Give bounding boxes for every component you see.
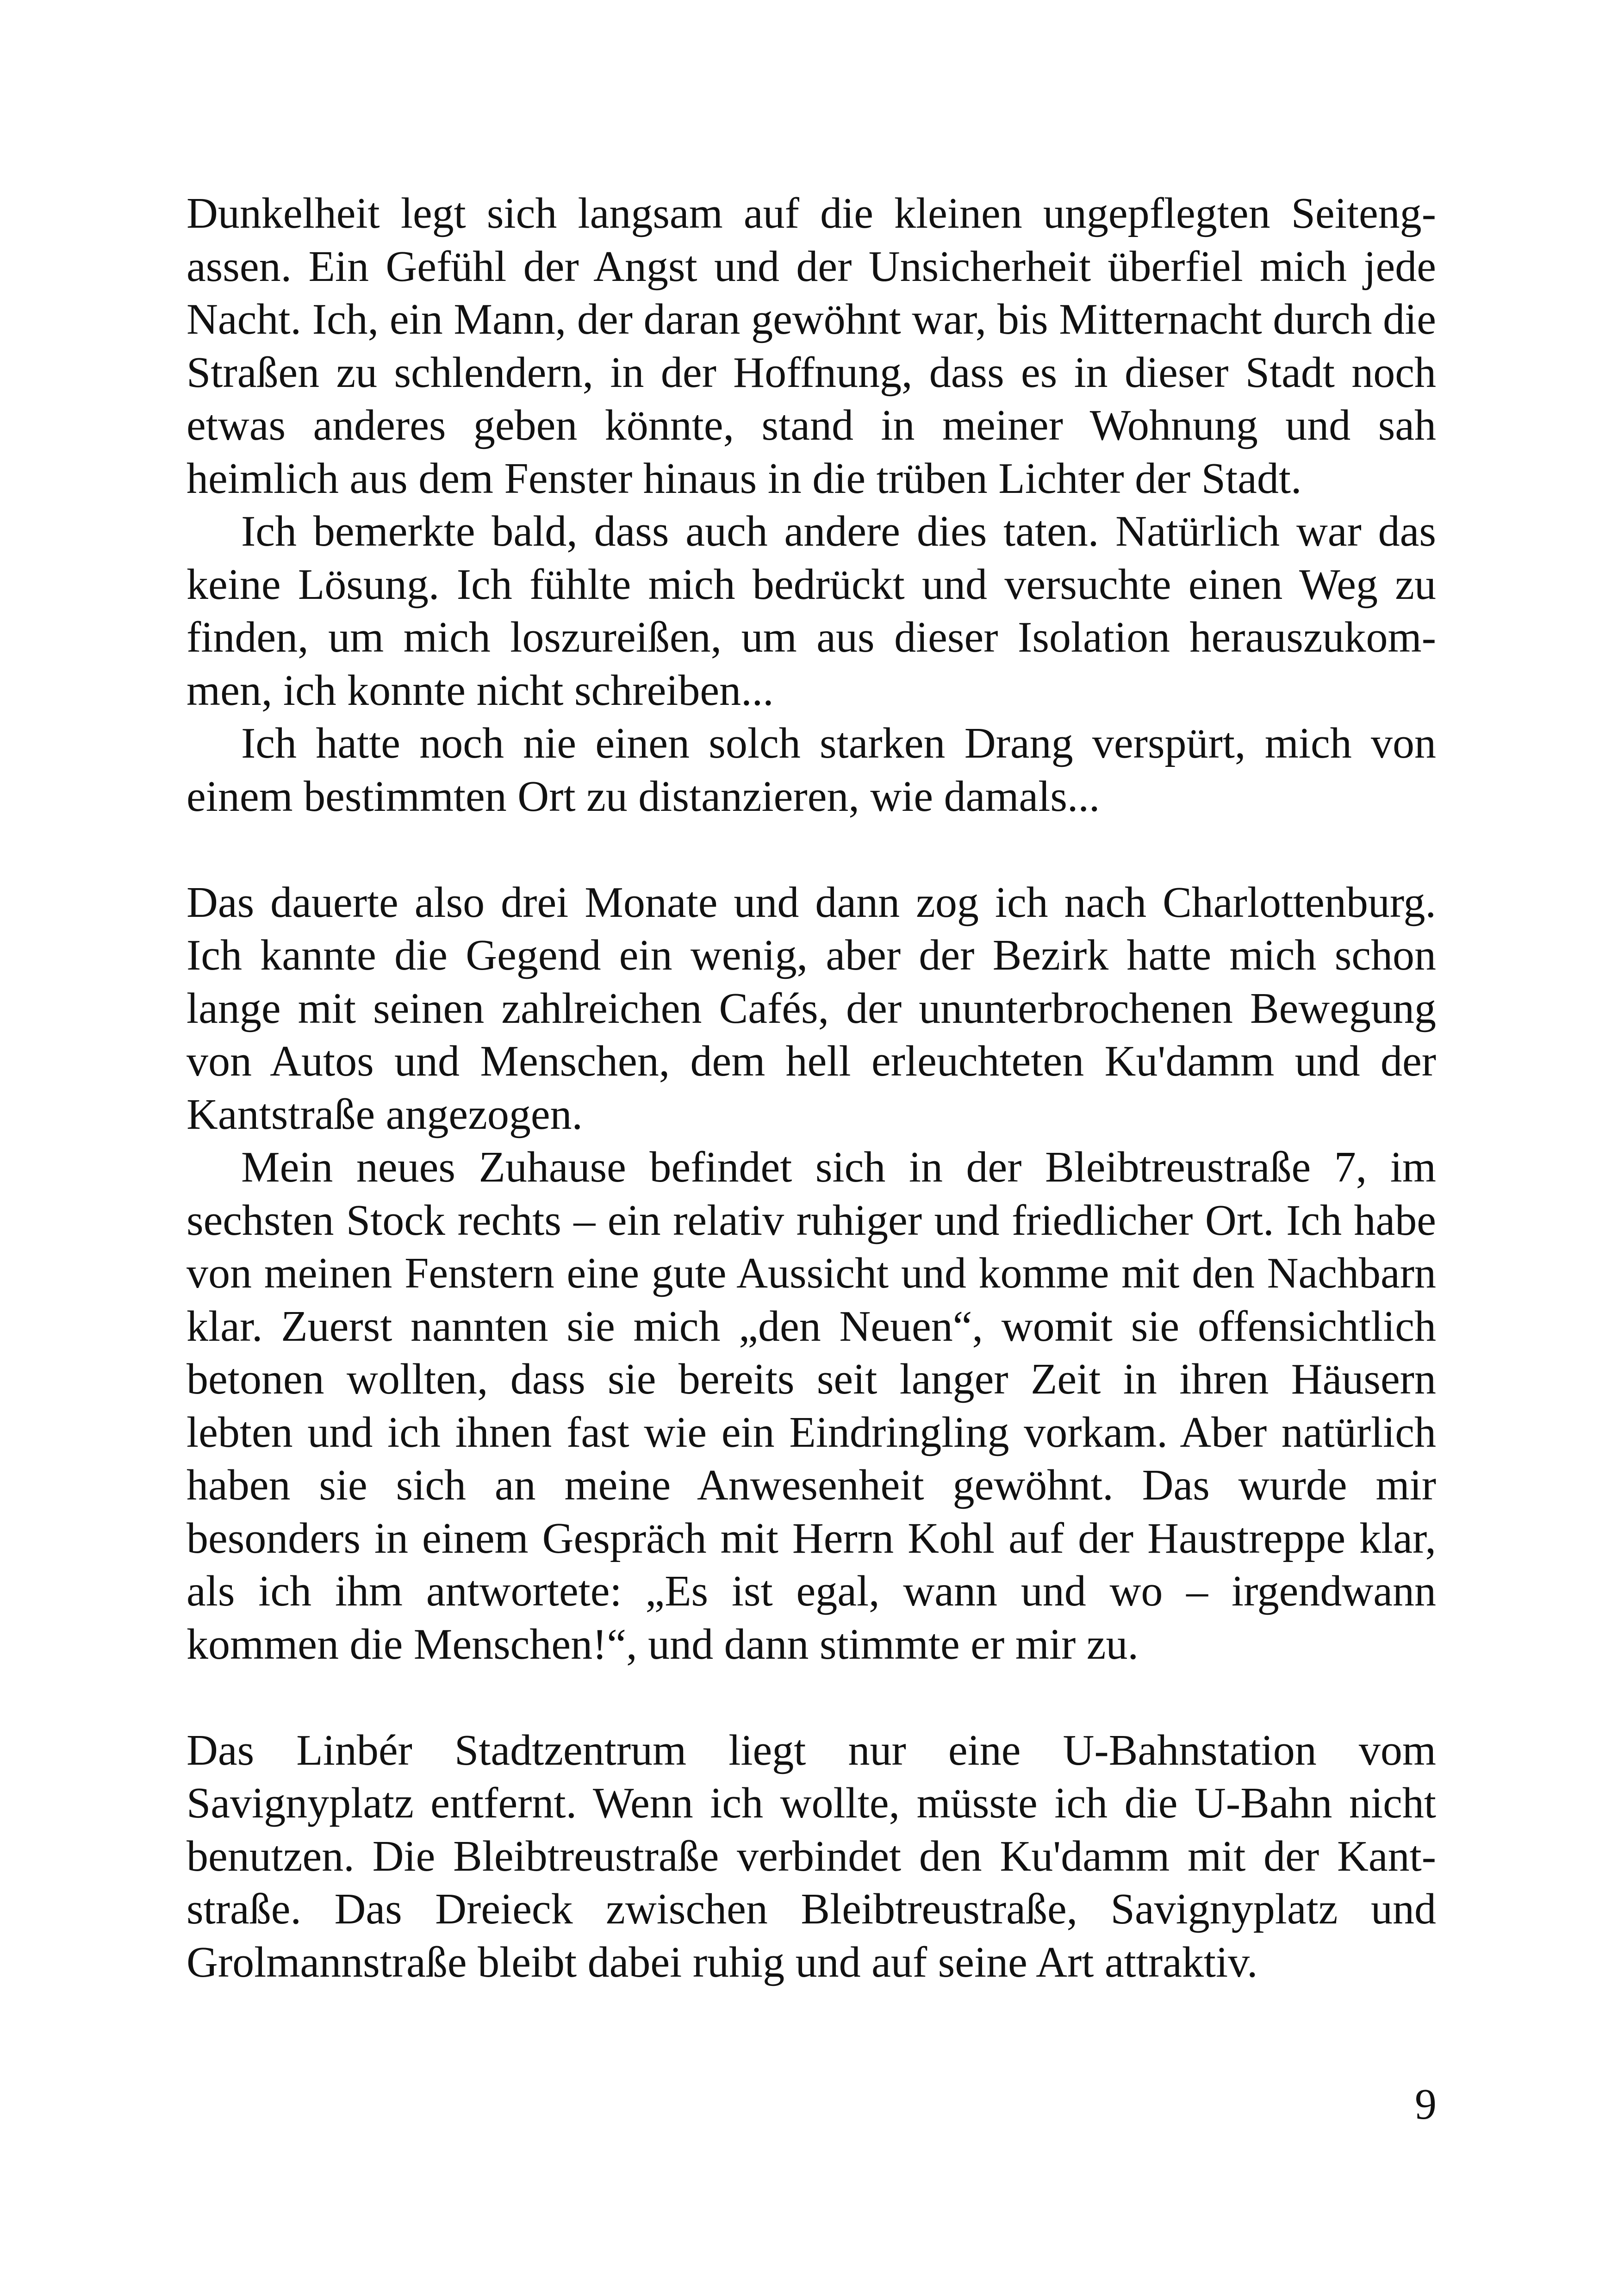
paragraph: Mein neues Zuhause befindet sich in der Bleibtreustraße 7, im sechsten Stock rechts – ein relativ ruhiger und friedlicher Ort. Ich habe von meinen Fenstern eine gute Aussicht und komme mit den Nachbarn klar. Zuerst nannten sie mich „den Neuen“, womit sie offensichtlich betonen wollten, dass sie bereits seit langer Zeit in ihren Häusern lebten und ich ihnen fast wie ein Eindringling vorkam. Aber natürlich haben sie sich an meine Anwesenheit gewöhnt. Das wurde mir besonders in einem Gespräch mit Herrn Kohl auf der Haustreppe klar, als ich ihm antwortete: „Es ist egal, wann und wo – irgendwann kommen die Menschen!“, und dann stimmte er mir zu. — [187, 1143, 1436, 1668]
body-text — [187, 187, 1436, 1989]
page-number: 9 — [1415, 2080, 1437, 2128]
paragraph: Dunkelheit legt sich langsam auf die kleinen ungepflegten Seitengassen. Ein Gefühl der Angst und der Unsicherheit überfiel mich jede Nacht. Ich, ein Mann, der daran gewöhnt war, bis Mitternacht durch die Straßen zu schlendern, in der Hoffnung, dass es in dieser Stadt noch etwas anderes geben könnte, stand in meiner Wohnung und sah heimlich aus dem Fenster hinaus in die trüben Lichter der Stadt. — [187, 189, 1436, 503]
paragraph: Ich hatte noch nie einen solch starken Drang verspürt, mich von einem bestimmten Ort zu distanzieren, wie damals... — [187, 719, 1436, 821]
paragraph: Ich bemerkte bald, dass auch andere dies taten. Natürlich war das keine Lösung. Ich fühlte mich bedrückt und versuchte einen Weg zu finden, um mich loszureißen, um aus dieser Isolation herauszukommen, ich konnte nicht schreiben... — [187, 507, 1436, 715]
paragraph: Das Linbér Stadtzentrum liegt nur eine U-Bahnstation vom Savignyplatz entfernt. Wenn ich wollte, müsste ich die U-Bahn nicht benutzen. Die Bleibtreustraße verbindet den Ku'damm mit der Kantstraße. Das Dreieck zwischen Bleibtreustraße, Savignyplatz und Grolmannstraße bleibt dabei ruhig und auf seine Art attraktiv. — [187, 1726, 1436, 1986]
paragraph: Das dauerte also drei Monate und dann zog ich nach Charlottenburg. Ich kannte die Gegend ein wenig, aber der Bezirk hatte mich schon lange mit seinen zahlreichen Cafés, der ununterbrochenen Bewegung von Autos und Menschen, dem hell erleuchteten Ku'damm und der Kantstraße angezogen. — [187, 878, 1436, 1139]
